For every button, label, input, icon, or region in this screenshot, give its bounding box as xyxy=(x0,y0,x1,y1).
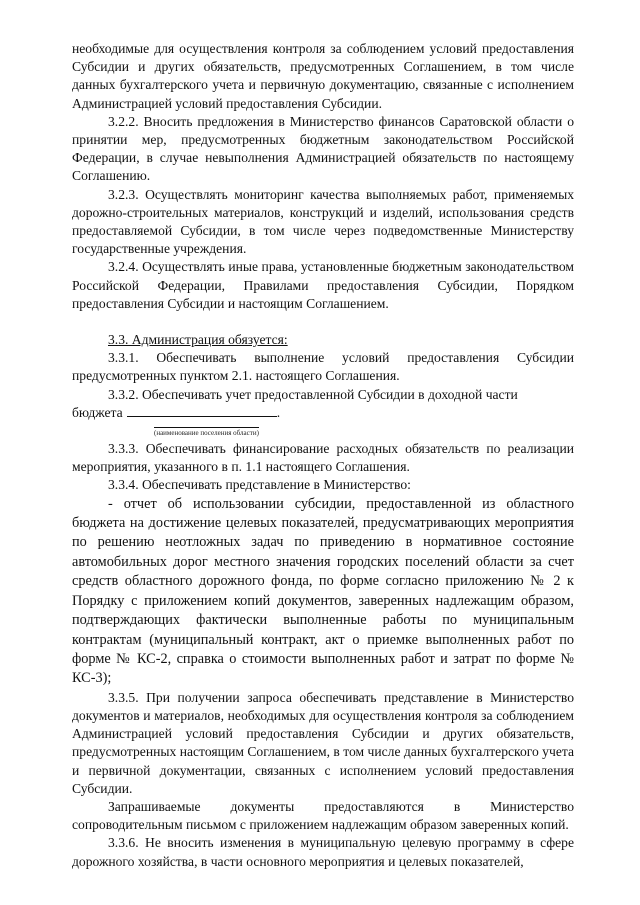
paragraph-3-3-4: 3.3.4. Обеспечивать представление в Министерство: xyxy=(108,477,411,493)
paragraph-3-2-3: 3.2.3. Осуществлять мониторинг качества выполняемых работ, применяемых дорожно-строительных материалов, конструкций и изделий, использования средств предоставляемой Субсидии, в том числе через подведомственные Министерству государственные учреждения. xyxy=(72,186,574,257)
paragraph-3-2-4: 3.2.4. Осуществлять иные права, установленные бюджетным законодательством Российской Федерации, Правилами предоставления Субсидии, Порядком предоставления Субсидии и настоящим Соглашением. xyxy=(72,259,574,311)
budget-blank-line xyxy=(127,404,277,417)
budget-label: бюджета xyxy=(72,404,123,420)
paragraph-3-2-2: 3.2.2. Вносить предложения в Министерство финансов Саратовской области о принятии мер, предусмотренных бюджетным законодательством Российской Федерации, в случае невыполнения Администрацией обязательств по настоящему Соглашению. xyxy=(72,113,574,184)
paragraph-report-item: - отчет об использовании субсидии, предоставленной из областного бюджета на достижение целевых показателей, предусматривающих мероприятия по решению неотложных задач по приведению в нормативное состояние автомобильных дорог местного значения городских поселений области за счет средств областного дорожного фонда, по форме согласно приложению № 2 к Порядку с приложением копий документов, заверенных надлежащим образом, подтверждающих фактически выполненные работы по муниципальным контрактам (муниципальный контракт, акт о приемке выполненных работ по форме № КС-2, справка о стоимости выполненных работ и затрат по форме № КС-3); xyxy=(72,495,574,687)
paragraph-continuation: необходимые для осуществления контроля за соблюдением условий предоставления Субсидии и других обязательств, предусмотренных Соглашением, в том числе данных бухгалтерского учета и первичную документацию, связанные с исполнением Администрацией условий предоставления Субсидии. xyxy=(72,41,574,111)
paragraph-3-3-5: 3.3.5. При получении запроса обеспечивать представление в Министерство документов и материалов, необходимых для осуществления контроля за соблюдением Администрацией условий предоставления Субсидии и других обязательств, предусмотренных настоящим Соглашением, в том числе данных бухгалтерского учета и первичной документации, связанных с исполнением условий предоставления Субсидии. xyxy=(72,689,574,796)
section-gap xyxy=(72,313,574,331)
budget-period: . xyxy=(276,404,281,420)
section-heading-3-3 xyxy=(72,331,574,349)
section-heading-text: 3.3. Администрация обязуется: xyxy=(108,332,288,348)
blank-caption: (наименование поселения области) xyxy=(154,429,259,438)
paragraph-3-3-2: 3.3.2. Обеспечивать учет предоставленной Субсидии в доходной части xyxy=(108,386,518,402)
paragraph-3-3-1: 3.3.1. Обеспечивать выполнение условий предоставления Субсидии предусмотренных пунктом 2.1. настоящего Соглашения. xyxy=(72,350,574,384)
budget-line xyxy=(72,404,574,422)
paragraph-3-3-6: 3.3.6. Не вносить изменения в муниципальную целевую программу в сфере дорожного хозяйства, в части основного мероприятия и целевых показателей, xyxy=(72,835,574,869)
paragraph-requested-docs: Запрашиваемые документы предоставляются в Министерство сопроводительным письмом с приложением надлежащим образом заверенных копий. xyxy=(72,798,574,833)
paragraph-3-3-3: 3.3.3. Обеспечивать финансирование расходных обязательств по реализации мероприятия, указанного в п. 1.1 настоящего Соглашения. xyxy=(72,441,574,475)
